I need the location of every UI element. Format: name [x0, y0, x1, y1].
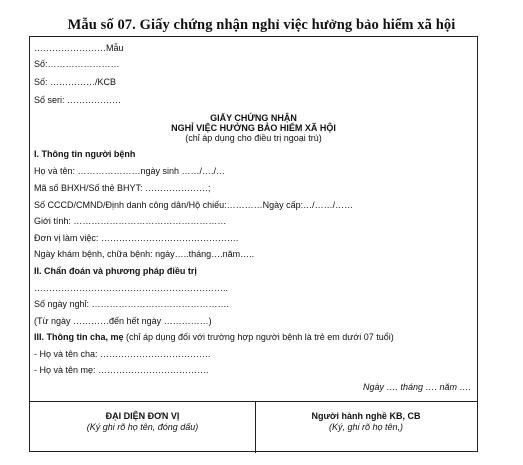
signature-practitioner	[255, 402, 477, 453]
section3-note: (chỉ áp dụng đối với trường hợp người bệnh là trẻ em dưới 07 tuổi)	[123, 332, 394, 342]
certificate-form	[29, 36, 478, 452]
don-vi-field: Đơn vị làm việc: ……………………………………….	[34, 233, 239, 243]
org-line: ……………………Mẫu	[34, 43, 124, 53]
cccd-field: Số CCCD/CMND/Định danh công dân/Hộ chiếu:…………Ngày cấp:…/……/……	[34, 200, 354, 210]
ma-so-field: Mã số BHXH/Số thẻ BHYT: …………………;	[34, 183, 211, 193]
signature-right-sub: (Ký, ghi rõ họ tên,)	[328, 422, 404, 432]
section3-heading-line	[34, 332, 394, 343]
section1-heading: I. Thông tin người bệnh	[34, 149, 136, 159]
ho-ten-field: Họ và tên: …………………ngày sinh ……/…./…	[34, 166, 226, 176]
so-kcb-field: Số: ……………/KCB	[34, 77, 117, 87]
signature-right-title: Người hành nghề KB, CB	[311, 411, 421, 421]
signature-unit-rep	[30, 402, 256, 453]
signature-left-sub: (Ký ghi rõ họ tên, đóng dấu)	[86, 422, 199, 432]
ho-ten-me-field: - Họ và tên mẹ: ……………………………….	[34, 365, 209, 375]
gioi-tinh-field: Giới tính: ……………………………………………	[34, 216, 227, 226]
signature-row	[30, 401, 477, 453]
diagnosis-blank-line: ………………………………………………………..	[34, 283, 229, 293]
ho-ten-cha-field: - Họ và tên cha: ……………………………….	[34, 349, 211, 359]
doc-title-line2: NGHỈ VIỆC HƯỞNG BẢO HIỂM XÃ HỘI	[171, 123, 336, 133]
date-line: Ngày …. tháng …. năm ….	[362, 382, 471, 392]
doc-title-line1: GIẤY CHỨNG NHẬN	[210, 113, 297, 123]
ngay-kham-field: Ngày khám bệnh, chữa bệnh: ngày…..tháng….năm…..	[34, 249, 255, 259]
so-field: Số:……………………	[34, 59, 120, 69]
section3-heading: III. Thông tin cha, mẹ	[34, 332, 124, 342]
so-seri-field: Số seri: ………………	[34, 95, 122, 105]
section2-heading: II. Chẩn đoán và phương pháp điều trị	[34, 266, 197, 276]
doc-title-note: (chỉ áp dụng cho điều trị ngoại trú)	[185, 133, 322, 143]
so-ngay-nghi-field: Số ngày nghỉ: ……………………………………….	[34, 299, 230, 309]
signature-left-title: ĐẠI DIỆN ĐƠN VỊ	[105, 411, 180, 421]
tu-ngay-field: (Từ ngày …………đến hết ngày ……………)	[34, 316, 212, 326]
page-title: Mẫu số 07. Giấy chứng nhận nghỉ việc hưởng bảo hiểm xã hội	[67, 17, 456, 33]
